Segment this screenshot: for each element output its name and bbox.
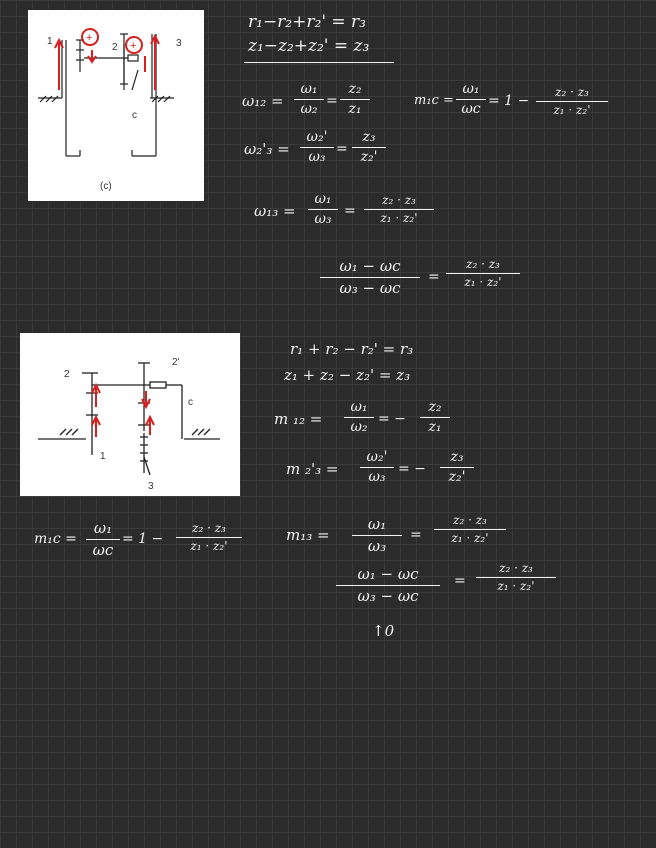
w12-rden: z₁ (348, 101, 362, 118)
w13-num: ω₁ (314, 191, 332, 207)
bottom-label-2: 2 (64, 369, 70, 380)
w2p3-den: ω₃ (308, 149, 326, 166)
w12-num: ω₁ (300, 81, 318, 97)
left-m1c-num: ω₁ (93, 519, 113, 537)
left-m1c-rnum: z₂ · z₃ (192, 521, 226, 535)
bottom-label-c: c (188, 397, 193, 408)
bottom-willis-fraction (336, 566, 440, 604)
left-m1c-ratio (176, 522, 242, 553)
m1c-den: ωc (461, 101, 481, 118)
m13-lhs: m₁₃ = (286, 526, 330, 544)
m12-den: ω₂ (350, 419, 368, 436)
bottom-willis-ratio (476, 562, 556, 593)
m13-fraction (352, 516, 402, 554)
w2p3-num: ω₂' (306, 129, 328, 145)
m1c-rnum: z₂ · z₃ (555, 85, 589, 99)
m13-rden: z₁ · z₂' (451, 531, 489, 546)
w12-ratio (340, 82, 370, 118)
m2p3-den: ω₃ (368, 469, 386, 486)
w12-lhs: ω₁₂ = (242, 92, 284, 110)
m1c-fraction (456, 82, 486, 118)
left-m1c-lhs: m₁c = (34, 531, 77, 547)
top-gear-diagram (28, 10, 204, 201)
w13-fraction (308, 192, 338, 228)
m12-ratio (420, 400, 450, 436)
w12-den: ω₂ (300, 101, 318, 118)
m12-rnum: z₂ (428, 399, 442, 415)
m13-num: ω₁ (367, 515, 387, 533)
top-willis-ratio (446, 258, 520, 289)
bottom-radius-equation: r₁ + r₂ − r₂' = r₃ (290, 340, 414, 358)
m2p3-ratio (440, 450, 474, 486)
m12-rden: z₁ (428, 419, 442, 436)
m13-ratio (434, 514, 506, 545)
w13-lhs: ω₁₃ = (254, 202, 296, 220)
w2p3-rnum: z₃ (362, 129, 376, 145)
m1c-rhs: = 1 − (488, 93, 530, 109)
left-m1c-rden: z₁ · z₂' (190, 539, 228, 554)
top-willis-den: ω₃ − ωc (339, 278, 401, 297)
bottom-label-3: 3 (148, 481, 154, 492)
m2p3-eq: = − (398, 461, 426, 477)
m2p3-num: ω₂' (366, 449, 388, 465)
left-m1c-den: ωc (92, 540, 114, 559)
top-label-2: 2 (112, 42, 118, 53)
w12-fraction (294, 82, 324, 118)
w13-den: ω₃ (314, 211, 332, 228)
m1c-lhs: m₁c = (414, 93, 454, 108)
top-label-c: c (132, 110, 137, 121)
m12-eq: = − (378, 411, 406, 427)
top-teeth-equation: z₁−z₂+z₂' = z₃ (248, 36, 370, 56)
m12-lhs: m ₁₂ = (274, 410, 323, 428)
w2p3-lhs: ω₂'₃ = (244, 140, 290, 158)
m13-rnum: z₂ · z₃ (453, 513, 487, 527)
bottom-teeth-equation: z₁ + z₂ − z₂' = z₃ (284, 366, 411, 384)
m1c-ratio (536, 86, 608, 117)
top-caption: (c) (100, 181, 112, 192)
m2p3-fraction (360, 450, 394, 486)
bottom-gear-drawing (20, 333, 240, 496)
m2p3-rnum: z₃ (450, 449, 464, 465)
m2p3-rden: z₂' (448, 469, 466, 486)
bottom-willis-rnum: z₂ · z₃ (499, 561, 533, 575)
top-willis-fraction (320, 258, 420, 296)
w12-rnum: z₂ (348, 81, 362, 97)
bottom-willis-num: ω₁ − ωc (357, 565, 419, 583)
m1c-num: ω₁ (462, 81, 480, 97)
top-willis-rden: z₁ · z₂' (464, 275, 502, 290)
m2p3-lhs: m ₂'₃ = (286, 460, 339, 478)
w13-eq: = (344, 203, 356, 219)
left-m1c-fraction (86, 520, 120, 558)
bottom-label-1: 1 (100, 451, 106, 462)
w2p3-rden: z₂' (360, 149, 378, 166)
w2p3-ratio (352, 130, 386, 166)
top-gear-drawing (28, 10, 204, 201)
w12-eq: = (326, 93, 338, 109)
top-radius-equation: r₁−r₂+r₂' = r₃ (248, 12, 366, 32)
left-m1c-rhs: = 1 − (122, 531, 164, 547)
bottom-willis-eq: = (454, 573, 466, 589)
bottom-willis-den: ω₃ − ωc (357, 586, 419, 605)
m12-num: ω₁ (350, 399, 368, 415)
bottom-willis-rden: z₁ · z₂' (497, 579, 535, 594)
w2p3-eq: = (336, 141, 348, 157)
m13-eq: = (410, 527, 422, 543)
bottom-note: ↑0 (372, 622, 395, 640)
m1c-rden: z₁ · z₂' (553, 103, 591, 118)
top-plus-sign-2: + (130, 40, 137, 52)
top-label-3: 3 (176, 38, 182, 49)
top-underline (244, 62, 394, 63)
w2p3-fraction (300, 130, 334, 166)
w13-rnum: z₂ · z₃ (382, 193, 416, 207)
bottom-label-2p: 2' (172, 357, 180, 368)
top-willis-eq: = (428, 269, 440, 285)
w13-ratio (364, 194, 434, 225)
m13-den: ω₃ (367, 536, 387, 555)
top-label-1: 1 (47, 36, 53, 47)
w13-rden: z₁ · z₂' (380, 211, 418, 226)
top-willis-rnum: z₂ · z₃ (466, 257, 500, 271)
top-willis-num: ω₁ − ωc (339, 257, 401, 275)
m12-fraction (344, 400, 374, 436)
top-plus-sign-1: + (86, 32, 93, 44)
bottom-gear-diagram (20, 333, 240, 496)
